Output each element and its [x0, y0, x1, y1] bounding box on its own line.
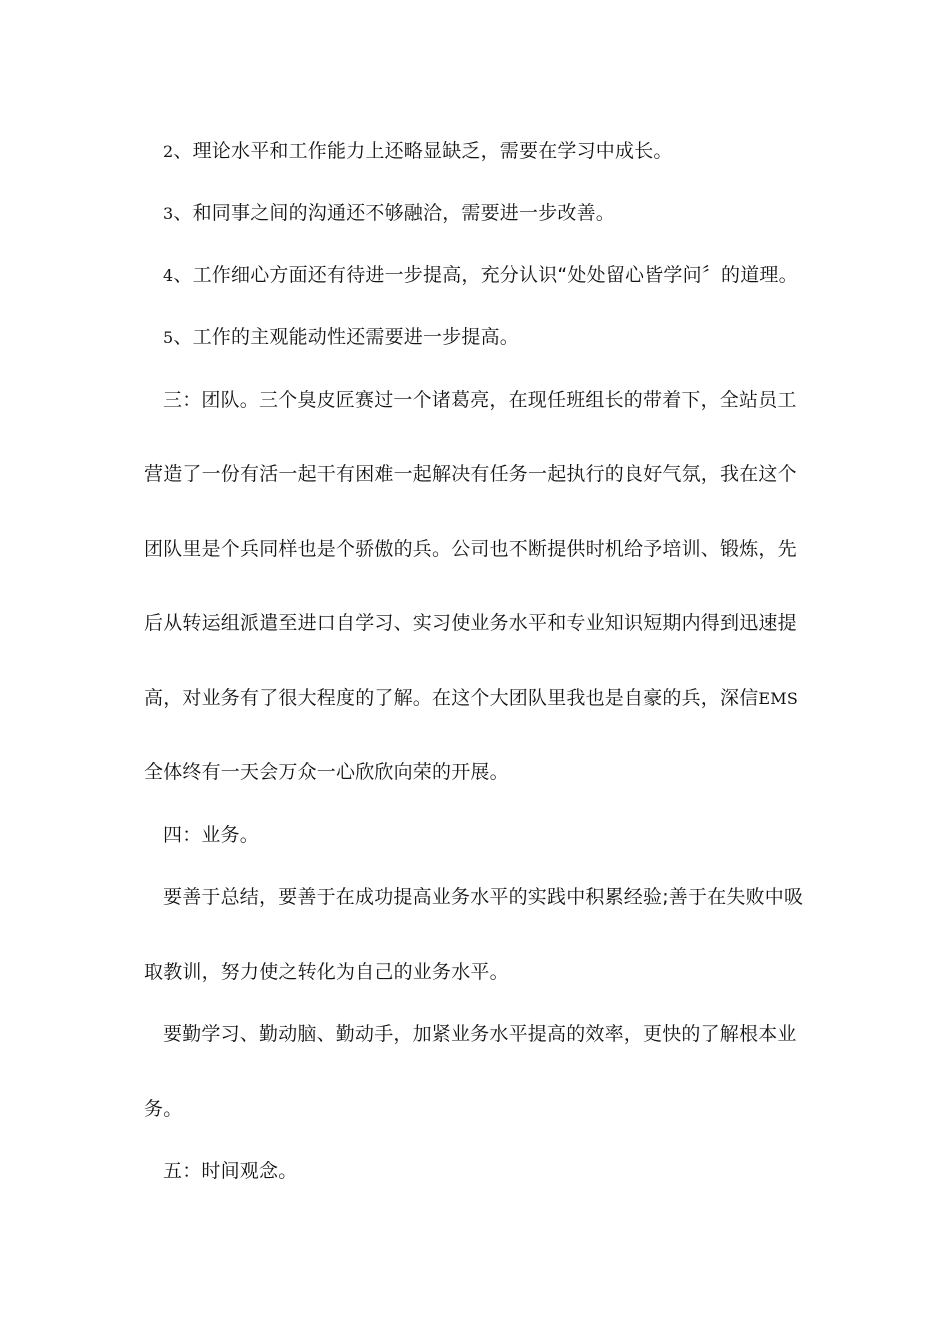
section3-line-6: 全体终有一天会万众一心欣欣向荣的开展。: [144, 761, 509, 783]
list-number: 4: [163, 266, 174, 285]
list-text: 、工作细心方面还有待进一步提高，充分认识“处处留心皆学问〞的道理。: [173, 264, 798, 286]
list-text: 、工作的主观能动性还需要进一步提高。: [173, 326, 519, 348]
list-text: 、理论水平和工作能力上还略显缺乏，需要在学习中成长。: [173, 140, 673, 162]
list-number: 5: [163, 328, 174, 347]
list-text: 、和同事之间的沟通还不够融洽，需要进一步改善。: [173, 202, 615, 224]
section3-line-1: 三：团队。三个臭皮匠赛过一个诸葛亮，在现任班组长的带着下，全站员工: [163, 389, 797, 411]
section4-heading: 四：业务。: [163, 824, 260, 846]
list-number: 2: [163, 142, 174, 161]
section3-line-3: 团队里是个兵同样也是个骄傲的兵。公司也不断提供时机给予培训、锻炼，先: [144, 538, 797, 560]
list-item-5: [163, 325, 833, 350]
ems-text: EMS: [758, 689, 799, 708]
section4-para2-line-2: 务。: [144, 1098, 183, 1120]
section3-line-4: 后从转运组派遣至进口自学习、实习使业务水平和专业知识短期内得到迅速提: [144, 612, 797, 634]
section4-para1-line-2: 取教训，努力使之转化为自己的业务水平。: [144, 961, 509, 983]
section3-line-5-text: 高，对业务有了很大程度的了解。在这个大团队里我也是自豪的兵，深信: [144, 687, 759, 709]
list-item-3: [163, 201, 833, 226]
section4-para2-line-1: 要勤学习、勤动脑、勤动手，加紧业务水平提高的效率，更快的了解根本业: [163, 1023, 797, 1045]
list-number: 3: [163, 204, 174, 223]
section5-heading: 五：时间观念。: [163, 1160, 298, 1182]
section4-para1-line-1: 要善于总结，要善于在成功提高业务水平的实践中积累经验;善于在失败中吸: [163, 886, 804, 908]
list-item-4: [163, 263, 833, 288]
section3-line-2: 营造了一份有活一起干有困难一起解决有任务一起执行的良好气氛，我在这个: [144, 463, 797, 485]
list-item-2: [163, 139, 833, 164]
section3-line-5: [144, 686, 814, 711]
